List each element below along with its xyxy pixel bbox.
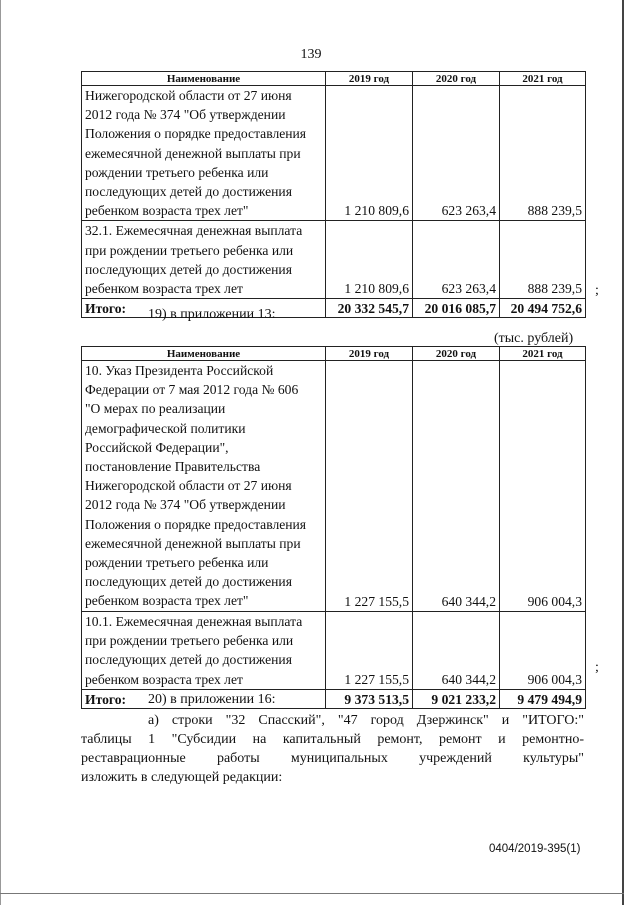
item-20a-line-3: реставрационные работы муниципальных учреждений культуры" [81, 751, 584, 766]
header-2019: 2019 год [326, 347, 413, 361]
name-line: 10. Указ Президента Российской [85, 363, 274, 378]
total-2019: 20 332 545,7 [326, 299, 413, 318]
value-2021: 906 004,3 [500, 361, 586, 612]
table-header-row [82, 72, 586, 86]
funding-table-1 [81, 71, 586, 318]
name-line: ребенком возраста трех лет" [85, 203, 249, 219]
value-2021: 888 239,5 [500, 221, 586, 299]
table1-semicolon: ; [595, 283, 599, 298]
table-row [82, 612, 586, 690]
total-2019: 9 373 513,5 [326, 690, 413, 709]
value-2020: 640 344,2 [413, 361, 500, 612]
value-2021: 906 004,3 [500, 612, 586, 690]
name-line: 32.1. Ежемесячная денежная выплата [85, 223, 303, 239]
row-name [82, 86, 326, 221]
name-line: ребенком возраста трех лет [85, 281, 243, 297]
value-2020: 623 263,4 [413, 221, 500, 299]
table-row [82, 86, 586, 221]
page-number: 139 [300, 47, 322, 62]
row-name [82, 221, 326, 299]
name-line: Положения о порядке предоставления [85, 516, 307, 532]
name-line: ежемесячной денежной выплаты при [85, 145, 301, 161]
name-line: при рождении третьего ребенка или [85, 633, 294, 649]
item-20a-line-2: таблицы 1 "Субсидии на капитальный ремонт, ремонт и ремонтно- [81, 732, 584, 747]
value-2020: 640 344,2 [413, 612, 500, 690]
name-line: ребенком возраста трех лет [85, 671, 243, 687]
name-line: при рождении третьего ребенка или [85, 242, 294, 258]
name-line: Нижегородской области от 27 июня [85, 478, 292, 494]
value-2019: 1 227 155,5 [326, 612, 413, 690]
name-line: 2012 года № 374 "Об утверждении [85, 107, 286, 123]
name-line: Российской Федерации", [85, 439, 229, 455]
header-2020: 2020 год [413, 347, 500, 361]
name-line: Нижегородской области от 27 июня [85, 88, 292, 103]
table2-semicolon: ; [595, 660, 599, 675]
item-20-text: 20) в приложении 16: [148, 692, 276, 707]
total-label: Итого: [82, 690, 326, 709]
row-name [82, 612, 326, 690]
total-2021: 20 494 752,6 [500, 299, 586, 318]
name-line: 10.1. Ежемесячная денежная выплата [85, 614, 303, 629]
table-row [82, 361, 586, 612]
funding-table-2 [81, 346, 586, 709]
header-2019: 2019 год [326, 72, 413, 86]
name-line: Федерации от 7 мая 2012 года № 606 [85, 382, 299, 398]
name-line: ребенком возраста трех лет" [85, 593, 249, 609]
header-2021: 2021 год [500, 347, 586, 361]
total-2020: 9 021 233,2 [413, 690, 500, 709]
name-line: постановление Правительства [85, 459, 261, 475]
value-2021: 888 239,5 [500, 86, 586, 221]
document-code: 0404/2019-395(1) [489, 843, 581, 855]
value-2019: 1 210 809,6 [326, 221, 413, 299]
name-line: "О мерах по реализации [85, 401, 226, 417]
header-2020: 2020 год [413, 72, 500, 86]
scan-edge-right [622, 0, 624, 905]
name-line: ежемесячной денежной выплаты при [85, 535, 301, 551]
value-2019: 1 210 809,6 [326, 86, 413, 221]
name-line: Положения о порядке предоставления [85, 126, 307, 142]
total-2020: 20 016 085,7 [413, 299, 500, 318]
header-name: Наименование [82, 347, 326, 361]
name-line: рождении третьего ребенка или [85, 164, 269, 180]
table-header-row [82, 347, 586, 361]
item-20a-line-1: а) строки "32 Спасский", "47 город Дзержинск" и "ИТОГО:" [148, 713, 584, 728]
unit-label: (тыс. рублей) [494, 331, 574, 346]
name-line: последующих детей до достижения [85, 574, 292, 590]
table-row [82, 221, 586, 299]
name-line: демографической политики [85, 420, 246, 436]
name-line: рождении третьего ребенка или [85, 555, 269, 571]
name-line: последующих детей до достижения [85, 652, 292, 668]
value-2020: 623 263,4 [413, 86, 500, 221]
total-2021: 9 479 494,9 [500, 690, 586, 709]
header-name: Наименование [82, 72, 326, 86]
item-19-text: 19) в приложении 13: [148, 307, 276, 322]
item-20a-line-4: изложить в следующей редакции: [81, 770, 283, 785]
header-2021: 2021 год [500, 72, 586, 86]
name-line: последующих детей до достижения [85, 184, 292, 200]
name-line: 2012 года № 374 "Об утверждении [85, 497, 286, 513]
row-name [82, 361, 326, 612]
name-line: последующих детей до достижения [85, 261, 292, 277]
value-2019: 1 227 155,5 [326, 361, 413, 612]
scan-edge-bottom [0, 893, 624, 894]
scan-edge-left [0, 0, 1, 905]
total-label: Итого: [82, 299, 326, 318]
